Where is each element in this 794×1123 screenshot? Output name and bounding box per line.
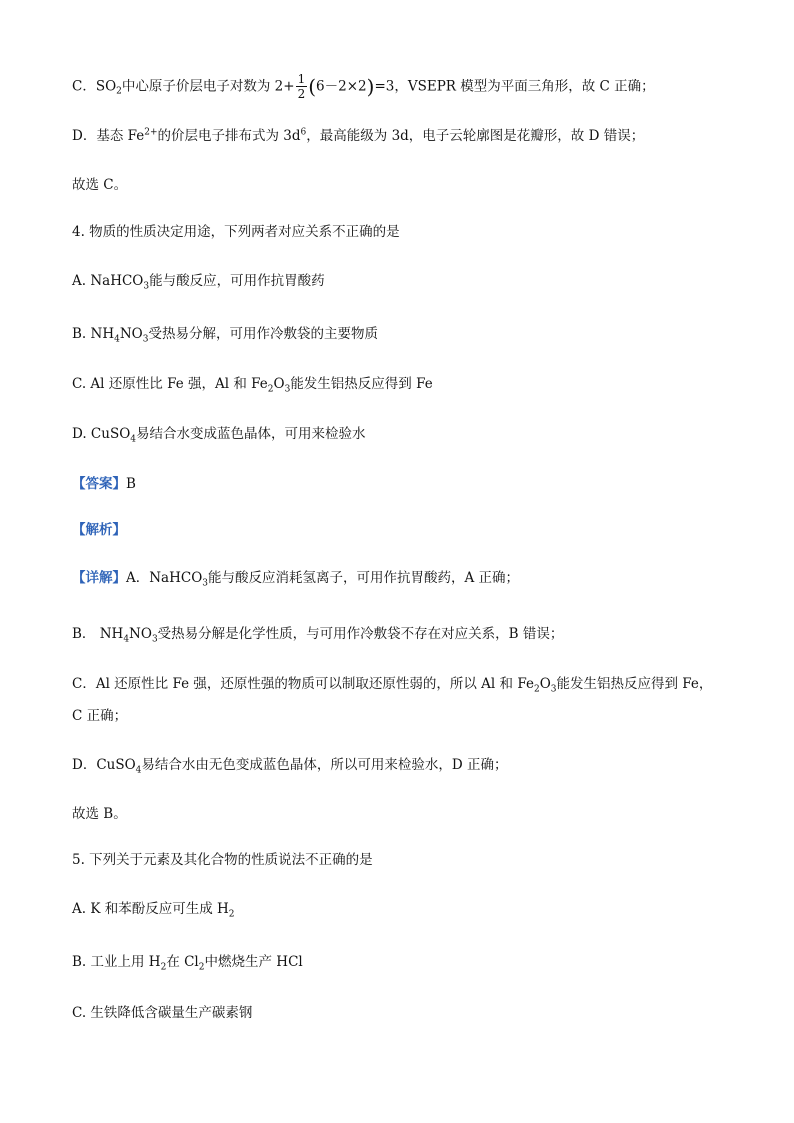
question-4-stem: 4. 物质的性质决定用途，下列两者对应关系不正确的是 bbox=[72, 224, 400, 240]
subscript: 3 bbox=[550, 684, 557, 695]
paren: ) bbox=[366, 74, 375, 99]
select-answer-c: 故选 C。 bbox=[72, 177, 128, 193]
text: 中燃烧生产 HCl bbox=[204, 954, 303, 970]
question-4-option-a bbox=[72, 271, 722, 291]
analysis-heading bbox=[72, 520, 722, 540]
question-5-option-c: C. 生铁降低含碳量生产碳素钢 bbox=[72, 1005, 253, 1021]
fraction bbox=[296, 72, 308, 101]
subscript: 2 bbox=[533, 684, 540, 695]
question-5-option-b bbox=[72, 952, 722, 972]
subscript: 2 bbox=[160, 962, 167, 973]
text: =3，VSEPR 模型为平面三角形，故 C 正确； bbox=[374, 78, 655, 95]
subscript: 3 bbox=[142, 334, 149, 345]
text: ，最高能级为 3d，电子云轮廓图是花瓣形，故 D 错误； bbox=[306, 128, 645, 144]
subscript: 2 bbox=[116, 86, 122, 97]
superscript: 6 bbox=[300, 127, 307, 138]
question-5-option-a bbox=[72, 899, 722, 919]
question-4-option-b bbox=[72, 324, 722, 344]
text: 能发生铝热反应得到 Fe， bbox=[556, 676, 713, 692]
text: A. K 和苯酚反应可生成 H bbox=[72, 901, 229, 917]
text: 受热易分解，可用作冷敷袋的主要物质 bbox=[148, 326, 378, 342]
option-c-explanation bbox=[72, 72, 722, 101]
detail-option-b bbox=[72, 624, 722, 644]
superscript: 2+ bbox=[144, 127, 158, 138]
fraction-denominator: 2 bbox=[297, 87, 306, 101]
text: C．SO bbox=[72, 78, 117, 95]
subscript: 3 bbox=[143, 281, 150, 292]
detail-option-d bbox=[72, 755, 722, 775]
text: NO bbox=[119, 326, 143, 342]
answer-tag: 【答案】 bbox=[72, 476, 126, 492]
text: B. 工业上用 H bbox=[72, 954, 161, 970]
text: D. CuSO bbox=[72, 426, 131, 442]
detail-tag: 【详解】 bbox=[72, 570, 126, 586]
text: 的价层电子排布式为 3d bbox=[157, 128, 301, 144]
subscript: 4 bbox=[123, 634, 130, 645]
detail-option-c-cont: C 正确； bbox=[72, 708, 128, 724]
text: A．NaHCO bbox=[126, 570, 203, 586]
text: A. NaHCO bbox=[72, 273, 144, 289]
detail-option-a bbox=[72, 568, 722, 588]
text: O bbox=[539, 676, 551, 692]
text: B． NH bbox=[72, 626, 124, 642]
text: 中心原子价层电子对数为 2+ bbox=[121, 78, 295, 95]
text: 能发生铝热反应得到 Fe bbox=[290, 376, 433, 392]
question-5-stem: 5. 下列关于元素及其化合物的性质说法不正确的是 bbox=[72, 852, 373, 868]
select-answer-b: 故选 B。 bbox=[72, 806, 127, 822]
expression: 6－2×2 bbox=[316, 78, 367, 95]
text: C．Al 还原性比 Fe 强，还原性强的物质可以制取还原性弱的，所以 Al 和 Fe bbox=[72, 676, 534, 692]
answer-line bbox=[72, 474, 722, 494]
text: 易结合水变成蓝色晶体，可用来检验水 bbox=[136, 426, 366, 442]
question-4-option-d bbox=[72, 424, 722, 444]
text: 能与酸反应消耗氢离子，可用作抗胃酸药，A 正确； bbox=[208, 570, 520, 586]
answer-value: B bbox=[126, 476, 136, 492]
fraction-numerator: 1 bbox=[297, 72, 306, 86]
text: D．基态 Fe bbox=[72, 128, 145, 144]
subscript: 3 bbox=[151, 634, 158, 645]
subscript: 2 bbox=[198, 962, 205, 973]
subscript: 3 bbox=[284, 384, 291, 395]
analysis-tag: 【解析】 bbox=[72, 522, 126, 538]
subscript: 3 bbox=[202, 578, 209, 589]
subscript: 4 bbox=[114, 334, 120, 345]
detail-option-c bbox=[72, 674, 722, 694]
text: 受热易分解是化学性质，与可用作冷敷袋不存在对应关系，B 错误； bbox=[157, 626, 564, 642]
subscript: 4 bbox=[130, 434, 136, 445]
text: NO bbox=[129, 626, 152, 642]
text: B. NH bbox=[72, 326, 115, 342]
question-4-option-c bbox=[72, 374, 722, 394]
text: 能与酸反应，可用作抗胃酸药 bbox=[149, 273, 325, 289]
option-d-explanation bbox=[72, 126, 722, 146]
text: O bbox=[273, 376, 285, 392]
text: C. Al 还原性比 Fe 强，Al 和 Fe bbox=[72, 376, 268, 392]
paren: ( bbox=[308, 74, 317, 99]
subscript: 2 bbox=[267, 384, 274, 395]
subscript: 2 bbox=[228, 909, 235, 920]
text: 易结合水由无色变成蓝色晶体，所以可用来检验水，D 正确； bbox=[141, 757, 508, 773]
text: D．CuSO bbox=[72, 757, 136, 773]
text: 在 Cl bbox=[166, 954, 199, 970]
subscript: 4 bbox=[135, 765, 142, 776]
